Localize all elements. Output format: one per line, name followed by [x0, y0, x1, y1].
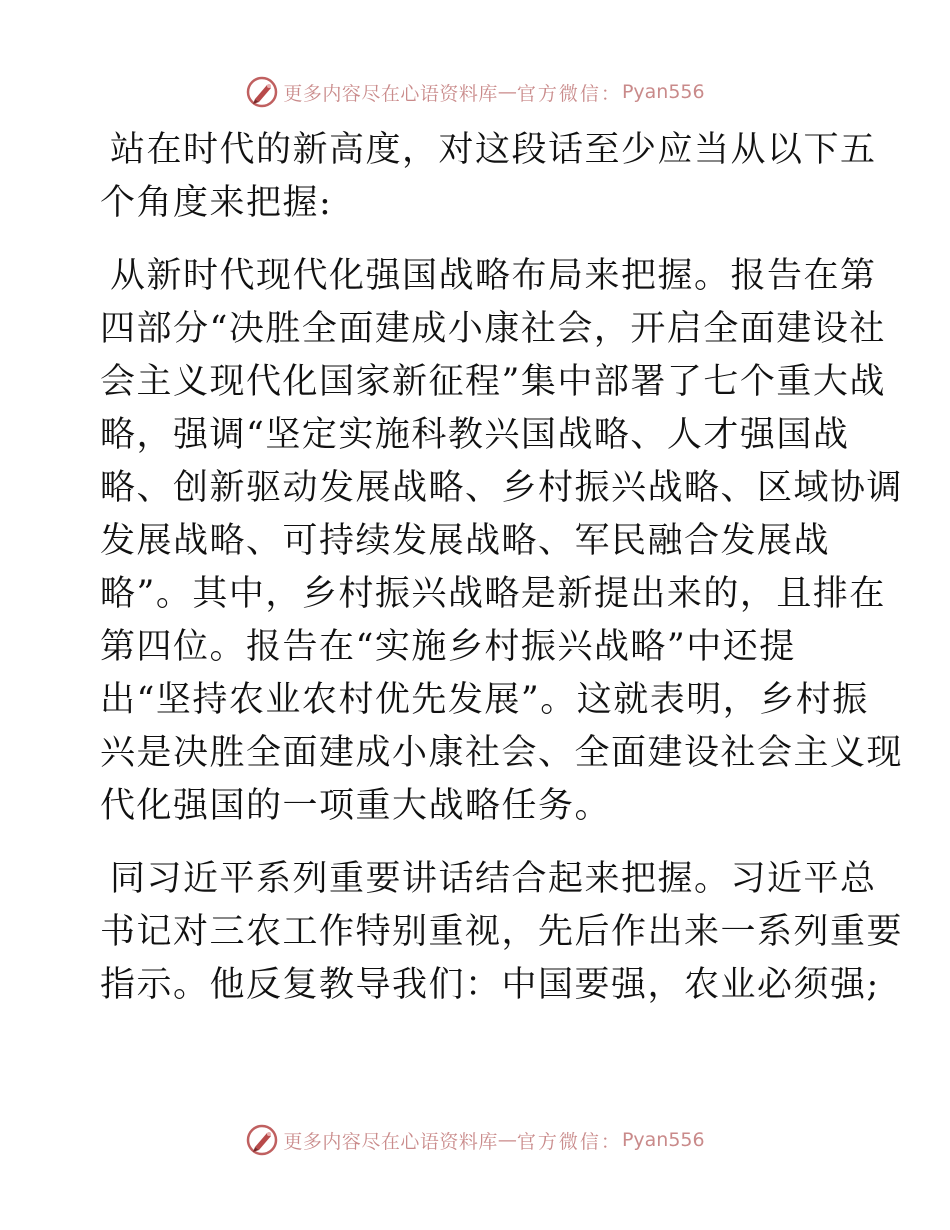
text-line: 从新时代现代化强国战略布局来把握。报告在第 [110, 256, 877, 296]
text-line: 个角度来把握: [100, 183, 333, 223]
text-line: 略”。其中，乡村振兴战略是新提出来的，且排在 [100, 574, 886, 614]
text-line: 代化强国的一项重大战略任务。 [100, 786, 612, 826]
text-line: 发展战略、可持续发展战略、军民融合发展战 [100, 521, 831, 561]
text-line: 略、创新驱动发展战略、乡村振兴战略、区域协调 [100, 468, 904, 508]
watermark-dash: — [497, 1129, 517, 1151]
pen-logo-icon [245, 75, 279, 109]
text-line: 兴是决胜全面建成小康社会、全面建设社会主义现 [100, 733, 904, 773]
text-line: 指示。他反复教导我们：中国要强，农业必须强; [100, 965, 880, 1005]
watermark-label: 官方微信： [516, 1130, 622, 1153]
watermark-text: 更多内容尽在心语资料库 [283, 1130, 498, 1153]
text-line: 四部分“决胜全面建成小康社会，开启全面建设社 [100, 309, 886, 349]
text-line: 会主义现代化国家新征程”集中部署了七个重大战 [100, 362, 886, 402]
text-line: 第四位。报告在“实施乡村振兴战略”中还提 [100, 627, 796, 667]
document-body [100, 124, 904, 1032]
paragraph-2 [100, 250, 904, 833]
text-line: 同习近平系列重要讲话结合起来把握。习近平总 [110, 859, 877, 899]
text-line: 站在时代的新高度，对这段话至少应当从以下五 [110, 130, 877, 170]
watermark-label: 官方微信： [516, 82, 622, 105]
footer-watermark [0, 1120, 950, 1160]
pen-logo-icon [245, 1123, 279, 1157]
watermark-id: Pyan556 [621, 81, 705, 103]
text-line: 略，强调“坚定实施科教兴国战略、人才强国战 [100, 415, 850, 455]
watermark-dash: — [497, 81, 517, 103]
watermark-id: Pyan556 [621, 1129, 705, 1151]
watermark-text: 更多内容尽在心语资料库 [283, 82, 498, 105]
text-line: 出“坚持农业农村优先发展”。这就表明，乡村振 [100, 680, 869, 720]
text-line: 书记对三农工作特别重视，先后作出来一系列重要 [100, 912, 904, 952]
paragraph-3 [100, 853, 904, 1012]
header-watermark [0, 72, 950, 112]
paragraph-1 [100, 124, 877, 230]
